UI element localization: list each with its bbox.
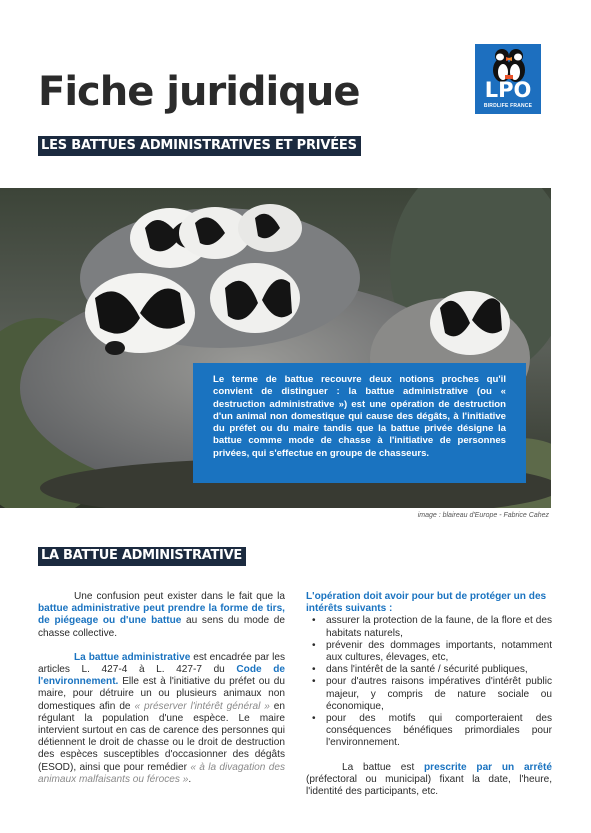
paragraph-legal-basis [38,652,285,786]
list-item: • dans l'intérêt de la santé / sécurité publiques, [326,664,552,676]
highlight: prescrite par un arrêté [424,761,553,773]
list-item: • assurer la protection de la faune, de la flore et des habitats naturels, [326,615,552,639]
quote: « préserver l'intérêt général » [134,700,270,712]
quote: « à la divagation des animaux malfaisants ou féroces » [38,761,286,785]
list-item: • pour des motifs qui comporteraient des conséquences bénéfiques primordiales pour l'environnement. [326,713,552,750]
text: en régulant la population d'une espèce. Le maire intervient surtout en cas de carence des personnes qui détiennent le droit de chasse ou le droit de destruction des espèces susceptibles d'occasionner des dégâts (ESOD), ainsi que pour remédier [38,700,285,773]
text: Elle est à l'initiative du préfet ou du maire, pour détruire un ou plusieurs animaux non domestiques afin de [38,676,285,712]
list-item: • pour d'autres raisons impératives d'intérêt public majeur, y compris de nature sociale ou économique, [326,676,552,713]
highlight: battue administrative peut prendre la forme de tirs, de piégeage ou d'une battue [38,603,285,627]
page-title: Fiche juridique [38,69,360,115]
text: La battue est [342,761,425,773]
page-subtitle: LES BATTUES ADMINISTRATIVES ET PRIVÉES [38,136,361,156]
photo-credit: image : blaireau d'Europe - Fabrice Cahez [417,512,549,519]
left-column [38,591,285,786]
objectives-list [306,615,552,749]
section-title: LA BATTUE ADMINISTRATIVE [38,547,246,566]
definition-callout: Le terme de battue recouvre deux notions proches qu'il convient de distinguer : la battue administrative (ou « destruction administrative ») est une opération de destruction d'un animal non domestique qui cause des dégâts, à l'initiative du préfet ou du maire tandis que la battue privée désigne la battue comme mode de chasse à l'initiative de personnes privées, qui s'effectue en groupe de chasseurs. [193,363,526,483]
lpo-logo [475,44,541,114]
paragraph-confusion [38,591,285,640]
objectives-intro: L'opération doit avoir pour but de protéger un des intérêts suivants : [306,591,547,615]
paragraph-decree [306,762,552,799]
text: au sens du mode de chasse collective. [38,615,285,639]
logo-tagline: BIRDLIFE FRANCE [483,103,533,109]
right-column [306,591,552,798]
logo-text: LPO [484,78,532,102]
list-item: • prévenir des dommages importants, notamment aux cultures, élevages, etc, [326,640,552,664]
text: est encadrée par les articles L. 427-4 à L. 427-7 du [38,651,286,676]
text: Une confusion peut exister dans le fait que la [74,591,285,602]
text: . [188,773,192,785]
text: (préfectoral ou municipal) fixant la date, l'heure, l'identité des participants, etc. [306,773,552,798]
highlight: La battue administrative [74,651,191,663]
highlight: Code de l'environnement. [38,664,285,688]
